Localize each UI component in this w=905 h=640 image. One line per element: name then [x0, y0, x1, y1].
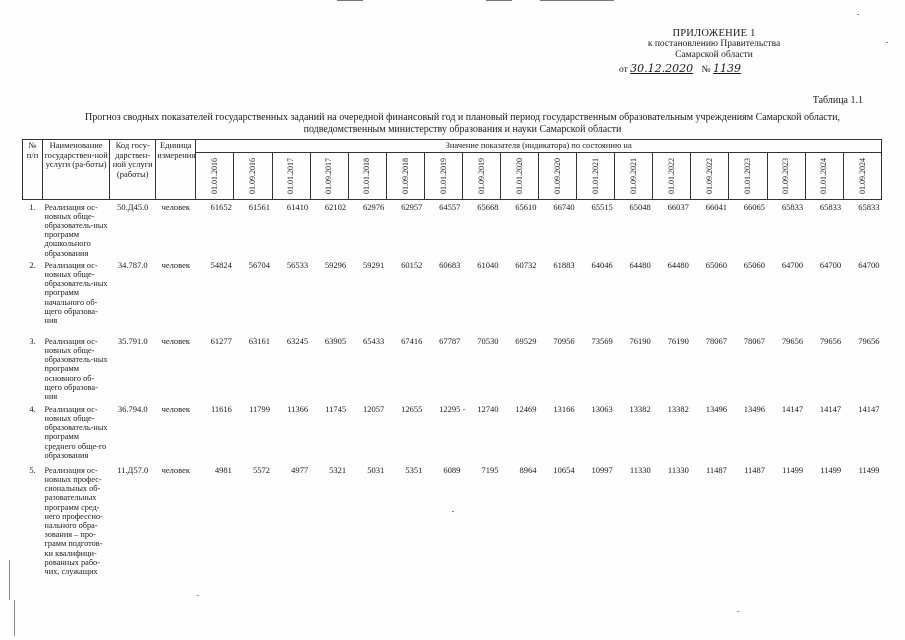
- table-header-row: [23, 140, 882, 153]
- date-header-cell: [691, 152, 729, 199]
- row-value: 14147: [781, 403, 804, 414]
- scan-speck: [886, 42, 888, 43]
- row-value: 64700: [819, 259, 842, 270]
- row-value: 59296: [324, 259, 347, 270]
- row-unit: человек: [161, 335, 190, 346]
- row-value: 11499: [858, 464, 880, 475]
- row-value: 13166: [553, 403, 575, 414]
- document-title: [40, 112, 885, 135]
- row-service-code: 35.791.0: [117, 335, 148, 346]
- row-value: 61277: [210, 335, 232, 346]
- row-value: 62976: [362, 201, 385, 212]
- document-title-line-1: Прогноз сводных показателей государственных заданий на очередной финансовый год и плановый период государственным образовательным учреждениям Самарской области,: [85, 112, 840, 123]
- row-service-code: 34.787.0: [117, 259, 148, 270]
- date-header-label: 01.01.2019: [438, 157, 448, 194]
- row-value: 64046: [591, 259, 613, 270]
- date-header-cell: [577, 152, 615, 199]
- row-value: 70956: [553, 335, 575, 346]
- row-value: 60152: [401, 259, 423, 270]
- decree-date-row: [619, 63, 809, 76]
- row-value: 65433: [362, 335, 385, 346]
- row-value: 59291: [362, 259, 385, 270]
- row-value: 11487: [706, 464, 727, 475]
- row-value: 65610: [515, 201, 537, 212]
- appendix-line-1: к постановлению Правительства: [647, 39, 781, 49]
- row-value: 79656: [819, 335, 842, 346]
- row-value: 12295: [439, 403, 461, 414]
- row-value: 63245: [286, 335, 309, 346]
- appendix-title: ПРИЛОЖЕНИЕ 1: [672, 28, 756, 39]
- row-value: 13496: [743, 403, 766, 414]
- row-value: 79656: [858, 335, 880, 346]
- row-unit: человек: [161, 403, 190, 414]
- row-value: 63905: [324, 335, 347, 346]
- row-value: 10654: [553, 464, 575, 475]
- date-header-cell: [310, 152, 348, 199]
- date-header-label: 01.01.2023: [743, 157, 753, 194]
- date-header-cell: [805, 152, 843, 199]
- row-value: 73569: [591, 335, 613, 346]
- date-header-cell: [272, 152, 310, 199]
- row-value: 69529: [515, 335, 537, 346]
- date-header-label: 01.01.2021: [590, 157, 600, 194]
- row-value: 12740: [477, 403, 499, 414]
- row-value: 65833: [858, 201, 880, 212]
- date-header-cell: [653, 152, 691, 199]
- row-value: 76190: [667, 335, 689, 346]
- date-header-label: 01.01.2016: [210, 157, 220, 194]
- col-num-header: № п/п: [23, 140, 43, 200]
- row-num: 3.: [29, 335, 36, 346]
- scan-speck: [857, 14, 859, 15]
- date-header-label: 01.01.2017: [286, 157, 296, 194]
- date-header-cell: [500, 152, 538, 199]
- date-header-cell: [462, 152, 500, 199]
- row-service-name: Реализация ос-новных обще-образователь-ных программ среднего обще-го образования: [44, 404, 108, 460]
- row-value: 54824: [210, 259, 232, 270]
- date-header-label: 01.01.2018: [362, 157, 372, 194]
- scan-speck: [197, 595, 199, 596]
- row-value: 7195: [481, 464, 499, 475]
- decree-date: 30.12.2020: [630, 62, 694, 75]
- scan-edge-line: [486, 0, 512, 1]
- table-row: [23, 334, 882, 402]
- row-value: 67787: [439, 335, 461, 346]
- row-value: 4981: [214, 464, 232, 475]
- row-value: 13496: [705, 403, 727, 414]
- date-header-label: 01.09.2023: [781, 157, 791, 194]
- date-header-label: 01.09.2018: [400, 157, 410, 194]
- scan-speck: [14, 600, 15, 636]
- row-value: 65060: [705, 259, 727, 270]
- date-header-cell: [843, 152, 881, 199]
- row-value: 4977: [291, 464, 309, 475]
- row-value: 64700: [858, 259, 880, 270]
- row-value: 11799: [249, 403, 270, 414]
- row-value: 78067: [705, 335, 727, 346]
- table-body: [23, 199, 882, 583]
- row-value: 11499: [820, 464, 842, 475]
- row-value: 61883: [553, 259, 575, 270]
- date-header-label: 01.09.2019: [476, 157, 486, 194]
- row-value: 11616: [210, 403, 232, 414]
- row-value: 12655: [401, 403, 423, 414]
- row-service-name: Реализация ос-новных профес-сиональных об-разовательных программ сред-него профессио-нального обра-зования – про-грамм подготов-ки квалифици-рованных рабо-чих, служащих: [44, 465, 103, 576]
- row-value: 5351: [405, 464, 423, 475]
- row-value: 64557: [439, 201, 461, 212]
- col-code-header: Код госу-дарствен-ной услуги (работы): [110, 140, 156, 200]
- date-header-cell: [767, 152, 805, 199]
- row-value: 64480: [667, 259, 689, 270]
- row-num: 4.: [29, 403, 36, 414]
- row-value: 8964: [519, 464, 537, 475]
- row-value: 6089: [443, 464, 461, 475]
- decree-number: 1139: [712, 62, 741, 75]
- scan-speck: [452, 511, 454, 512]
- row-value: 65515: [591, 201, 613, 212]
- row-value: 5321: [329, 464, 347, 475]
- row-value: 11499: [782, 464, 804, 475]
- row-service-code: 50.Д45.0: [117, 201, 149, 212]
- row-value: 67416: [401, 335, 423, 346]
- date-header-cell: [729, 152, 767, 199]
- row-num: 1.: [29, 201, 36, 212]
- row-value: 76190: [629, 335, 651, 346]
- date-header-cell: [424, 152, 462, 199]
- row-value: 66037: [667, 201, 689, 212]
- table-row: [23, 199, 882, 258]
- scan-edge-line: [337, 0, 363, 1]
- forecast-table: [22, 139, 882, 583]
- row-value: 11330: [667, 464, 689, 475]
- table-row: [23, 463, 882, 583]
- row-value: 60683: [439, 259, 461, 270]
- row-value: 62102: [324, 201, 347, 212]
- row-value: 5031: [367, 464, 385, 475]
- date-header-label: 01.01.2020: [514, 157, 524, 194]
- row-value: 65060: [743, 259, 766, 270]
- date-header-cell: [234, 152, 272, 199]
- values-group-header: Значение показателя (индикатора) по состоянию на: [196, 140, 882, 153]
- row-service-name: Реализация ос-новных обще-образователь-ных программ начального об-щего образова-ния: [44, 260, 108, 325]
- scan-speck: [737, 611, 739, 612]
- row-value: 66041: [705, 201, 727, 212]
- date-header-label: 01.09.2020: [552, 157, 562, 194]
- row-value: 63161: [248, 335, 270, 346]
- number-label: №: [701, 65, 711, 75]
- row-value: 62957: [401, 201, 423, 212]
- row-value: 10997: [591, 464, 613, 475]
- row-value: 65048: [629, 201, 651, 212]
- row-value: 5572: [253, 464, 270, 475]
- row-value: 66740: [553, 201, 575, 212]
- row-value: 60732: [515, 259, 537, 270]
- row-value: 56704: [248, 259, 270, 270]
- date-header-cell: [615, 152, 653, 199]
- row-service-code: 36.794.0: [117, 403, 148, 414]
- row-value: 13382: [667, 403, 689, 414]
- date-header-label: 01.09.2016: [248, 157, 258, 194]
- date-header-label: 01.01.2024: [819, 157, 829, 194]
- row-num: 5.: [29, 464, 36, 475]
- row-value: 61561: [248, 201, 270, 212]
- row-unit: человек: [161, 259, 190, 270]
- row-service-code: 11.Д57.0: [117, 464, 149, 475]
- row-value: 61652: [210, 201, 232, 212]
- appendix-header: [619, 28, 809, 76]
- row-value: 11366: [287, 403, 309, 414]
- row-value: 64700: [781, 259, 804, 270]
- scan-speck: [463, 409, 465, 410]
- row-value: 14147: [858, 403, 880, 414]
- row-value: 11745: [325, 403, 347, 414]
- row-value: 11330: [629, 464, 651, 475]
- row-value: 13063: [591, 403, 613, 414]
- row-value: 70530: [477, 335, 499, 346]
- row-value: 65668: [477, 201, 499, 212]
- appendix-line-2: Самарской области: [675, 50, 753, 60]
- row-num: 2.: [29, 259, 36, 270]
- date-header-label: 01.09.2017: [324, 157, 334, 194]
- col-name-header: Наименование государствен-ной услуги (ра-боты): [43, 140, 110, 200]
- date-header-cell: [539, 152, 577, 199]
- date-header-label: 01.09.2021: [628, 157, 638, 194]
- scan-speck: [9, 560, 10, 600]
- row-value: 12469: [515, 403, 537, 414]
- row-value: 12057: [362, 403, 385, 414]
- row-value: 64480: [629, 259, 651, 270]
- date-header-cell: [196, 152, 234, 199]
- date-header-label: 01.09.2024: [857, 157, 867, 194]
- col-unit-header: Единица измерения: [156, 140, 196, 200]
- date-header-cell: [386, 152, 424, 199]
- row-unit: человек: [161, 464, 190, 475]
- row-value: 11487: [744, 464, 766, 475]
- table-row: [23, 402, 882, 463]
- table-label: Таблица 1.1: [812, 95, 863, 106]
- row-service-name: Реализация ос-новных обще-образователь-ных программ дошкольного образования: [44, 202, 108, 258]
- row-service-name: Реализация ос-новных обще-образователь-ных программ основного об-щего образова-ния: [44, 336, 108, 401]
- date-header-label: 01.09.2022: [705, 157, 715, 194]
- date-header-label: 01.01.2022: [667, 157, 677, 194]
- row-unit: человек: [161, 201, 190, 212]
- scan-edge-line: [540, 0, 614, 1]
- row-value: 61410: [286, 201, 309, 212]
- row-value: 66065: [743, 201, 766, 212]
- row-value: 65833: [781, 201, 804, 212]
- row-value: 56533: [286, 259, 309, 270]
- from-label: от: [619, 65, 628, 75]
- row-value: 78067: [743, 335, 766, 346]
- row-value: 79656: [781, 335, 804, 346]
- date-header-cell: [348, 152, 386, 199]
- document-title-line-2: подведомственным министерству образования и науки Самарской области: [303, 123, 622, 135]
- row-value: 13382: [629, 403, 651, 414]
- row-value: 61040: [477, 259, 499, 270]
- table-row: [23, 258, 882, 334]
- row-value: 65833: [819, 201, 842, 212]
- row-value: 14147: [819, 403, 842, 414]
